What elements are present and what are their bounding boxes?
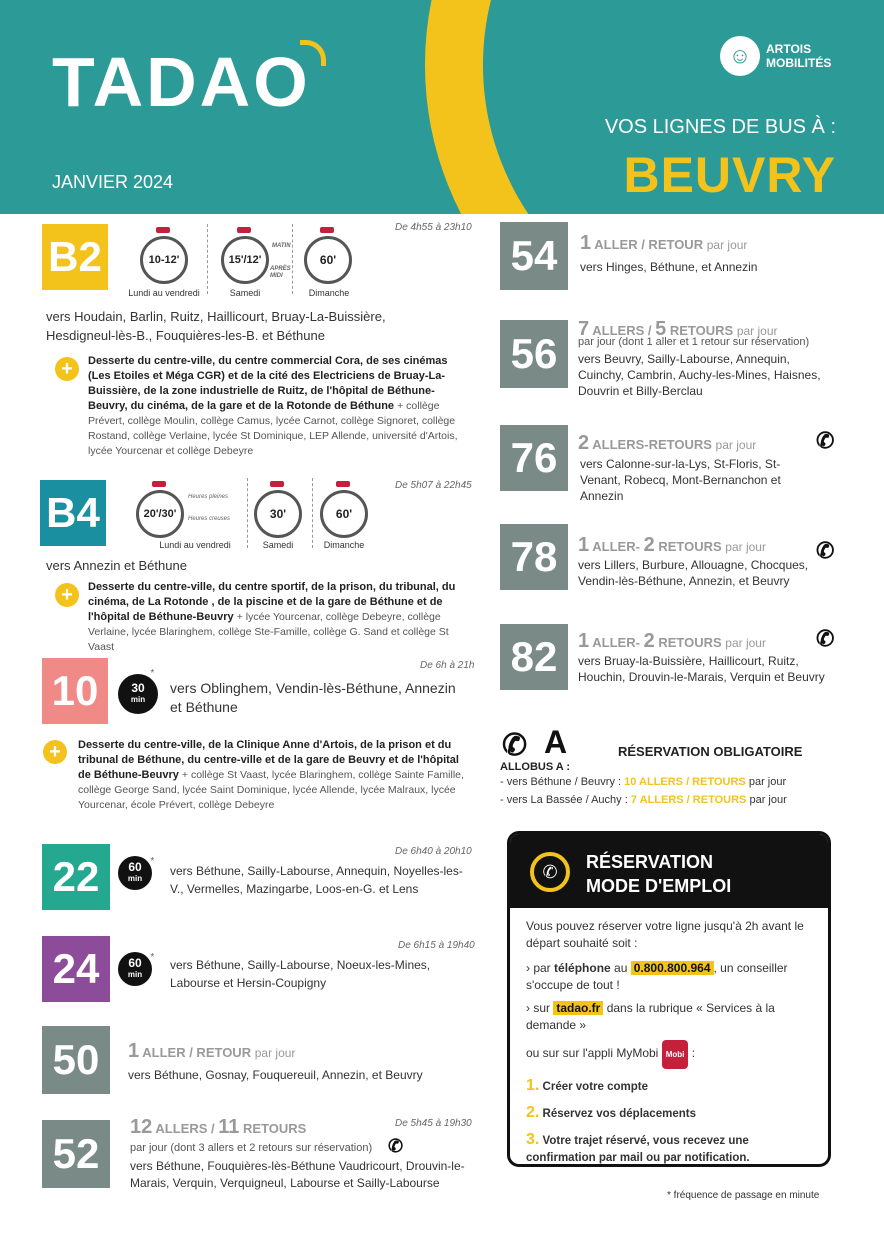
clock-label: Dimanche (308, 288, 350, 298)
trips-54: 1 ALLER / RETOUR par jour (580, 232, 748, 254)
clock-b4-weekday: 20'/30' (136, 490, 184, 538)
phone-icon: ✆ (502, 729, 528, 762)
clock-b2-saturday: 15'/12' (221, 236, 269, 284)
star: * (150, 668, 154, 679)
freq-10: 30 min (118, 674, 158, 714)
footnote: * fréquence de passage en minute (667, 1190, 820, 1201)
clock-label: Lundi au vendredi (159, 540, 231, 550)
route-22: vers Béthune, Sailly-Labourse, Annequin, Noyelles-les-V., Vermelles, Mazingarbe, Loos-en-G. et Lens (170, 864, 463, 896)
hours-24: De 6h15 à 19h40 (398, 940, 475, 951)
phone-icon: ✆ (816, 626, 835, 651)
trips-56: 7 ALLERS / 5 RETOURS par jour (578, 318, 778, 340)
separator (292, 224, 293, 294)
line-badge-24: 24 (42, 936, 110, 1002)
route-56: vers Beuvry, Sailly-Labourse, Annequin, Cuinchy, Cambrin, Auchy-les-Mines, Haisnes, Douvrin et Billy-Berclau (578, 352, 821, 398)
allobus-line1: - vers Béthune / Beuvry : 10 ALLERS / RETOURS par jour (500, 776, 787, 788)
logo-accent (300, 40, 326, 66)
line-badge-b2: B2 (42, 224, 108, 290)
phone-icon: ✆ (388, 1136, 404, 1156)
tagline: VOS LIGNES DE BUS À : (604, 116, 836, 138)
separator (247, 478, 248, 548)
line-badge-10: 10 (42, 658, 108, 724)
desc-b4: Desserte du centre-ville, du centre sportif, de la prison, du tribunal, du cinéma, de La Rotonde , de la piscine et de la gare de Béthune et de l'hôpital de Béthune-Beuvry + lycée Yourcenar, collège Debeyre, collège Verlaine, lycée Blaringhem, collège Ste-Famille, collège G. Sand et collège St Vaast (88, 581, 456, 653)
allobus-line2: - vers La Bassée / Auchy : 7 ALLERS / RETOURS par jour (500, 794, 787, 806)
person-icon: ☺ (720, 36, 760, 76)
clock-b2-sunday: 60' (304, 236, 352, 284)
desc-10: Desserte du centre-ville, de la Clinique Anne d'Artois, de la prison et du tribunal de Béthune, du centre-ville et de la gare de Beuvry et de l'hôpital de Béthune-Beuvry + collège St Vaast, lycée Blaringhem, collège Sainte Famille, collège George Sand, lycée Saint Dominique, lycée Allende, lycée Malraux, lycée Yourcenar, école Prévert, collège Debeyre (78, 739, 464, 811)
clock-b4-saturday: 30' (254, 490, 302, 538)
clock-label: Samedi (262, 540, 294, 550)
step-1: 1. Créer votre compte (526, 1077, 649, 1094)
phone-icon: ✆ (816, 428, 835, 453)
phone-number[interactable]: 0.800.800.964 (631, 961, 714, 975)
separator (312, 478, 313, 548)
route-b2: vers Houdain, Barlin, Ruitz, Haillicourt, Bruay-La-Buissière, Hesdigneul-lès-B., Fouquières-les-B. et Béthune (46, 309, 386, 343)
allobus-label: ALLOBUS A : (500, 761, 571, 773)
route-54: vers Hinges, Béthune, et Annezin (580, 260, 758, 274)
hours-b4: De 5h07 à 22h45 (395, 480, 472, 491)
plus-icon: + (55, 357, 79, 381)
note: Heures pleines (188, 494, 229, 500)
site-link[interactable]: tadao.fr (553, 1001, 603, 1015)
step-2: 2. Réservez vos déplacements (526, 1104, 696, 1121)
city-name: BEUVRY (623, 147, 836, 203)
route-76: vers Calonne-sur-la-Lys, St-Floris, St-Venant, Robecq, Mont-Bernanchon et Annezin (580, 457, 781, 503)
trips-50: 1 ALLER / RETOUR par jour (128, 1040, 296, 1062)
plus-icon: + (55, 583, 79, 607)
reservation-intro: Vous pouvez réserver votre ligne jusqu'à 2h avant le départ souhaité soit : (526, 919, 804, 950)
pj-52: par jour (dont 3 allers et 2 retours sur réservation) (130, 1142, 373, 1154)
hours-10: De 6h à 21h (420, 660, 475, 671)
phone-icon: ✆ (816, 538, 835, 563)
step-3: 3. Votre trajet réservé, vous recevez une confirmation par mail ou par notification. (526, 1131, 750, 1164)
trips-78: 1 ALLER- 2 RETOURS par jour (578, 534, 766, 556)
reservation-box: ✆ RÉSERVATION MODE D'EMPLOI Vous pouvez réserver votre ligne jusqu'à 2h avant le départ souhaité soit : › par téléphone au 0.800.800.964 , un conseiller s'occupe de tout ! › sur tadao.fr dans la rubrique « Services à la demande » ou sur sur l'appli MyMobi Mobi : 1. Créer votre compte 2. Réservez vos déplacements 3. Votre trajet réservé, vous recevez une confirmation par mail ou par notification. (507, 831, 831, 1167)
line-badge-54: 54 (500, 222, 568, 290)
line-badge-56: 56 (500, 320, 568, 388)
header (0, 0, 884, 214)
allobus-letter: A (544, 724, 568, 760)
pj-56: par jour (dont 1 aller et 1 retour sur réservation) (578, 336, 810, 348)
trips-76: 2 ALLERS-RETOURS par jour (578, 432, 757, 454)
freq-24: 60 min (118, 952, 152, 986)
route-24: vers Béthune, Sailly-Labourse, Noeux-les-Mines, Labourse et Hersin-Coupigny (170, 958, 431, 990)
line-badge-b4: B4 (40, 480, 106, 546)
hours-22: De 6h40 à 20h10 (395, 846, 472, 857)
tadao-logo: TADAO (52, 43, 311, 121)
reservation-title: RÉSERVATION MODE D'EMPLOI (586, 852, 732, 896)
star: * (150, 856, 154, 867)
line-badge-76: 76 (500, 425, 568, 491)
hours-b2: De 4h55 à 23h10 (395, 222, 472, 233)
allobus-title: RÉSERVATION OBLIGATOIRE (618, 744, 803, 759)
note: MATIN (272, 243, 291, 249)
route-78: vers Lillers, Burbure, Allouagne, Chocques, Vendin-lès-Béthune, Annezin, et Beuvry (578, 558, 809, 588)
line-badge-82: 82 (500, 624, 568, 690)
artois-mobilites-logo: ☺ ARTOIS MOBILITÉS (720, 36, 831, 76)
note: Heures creuses (188, 516, 231, 522)
line-badge-78: 78 (500, 524, 568, 590)
hours-52: De 5h45 à 19h30 (395, 1118, 472, 1129)
clock-label: Dimanche (323, 540, 365, 550)
clock-b4-sunday: 60' (320, 490, 368, 538)
clock-b2-weekday: 10-12' (140, 236, 188, 284)
clock-label: Lundi au vendredi (128, 288, 200, 298)
separator (207, 224, 208, 294)
plus-icon: + (43, 740, 67, 764)
date: JANVIER 2024 (52, 172, 174, 192)
line-badge-22: 22 (42, 844, 110, 910)
clock-label: Samedi (229, 288, 261, 298)
line-badge-52: 52 (42, 1120, 110, 1188)
trips-52: 12 ALLERS / 11 RETOURS (130, 1116, 307, 1138)
route-10: vers Oblinghem, Vendin-lès-Béthune, Annezin et Béthune (170, 680, 456, 715)
route-50: vers Béthune, Gosnay, Fouquereuil, Annezin, et Beuvry (128, 1068, 423, 1082)
mymobi-app-icon[interactable]: Mobi (662, 1040, 689, 1069)
desc-b2: Desserte du centre-ville, du centre commercial Cora, de ses cinémas (Les Etoiles et Méga CGR) et de la cité des Electriciens de Bruay-La-Buissière, de la zone industrielle de Ruitz, de l'hôpital de Béthune-Beuvry, du cinéma, de la gare et de la Rotonde de Béthune + collège Prévert, collège Moulin, collège Camus, lycée Carnot, collège Signoret, collège Rostand, collège Verlaine, lycée St Dominique, LEP Allende, université d'Artois, lycée Yourcenar et collège Debeyre (88, 355, 458, 457)
note: APRÈS MIDI (270, 266, 291, 279)
phone-icon: ✆ (530, 852, 570, 892)
star: * (150, 952, 154, 963)
trips-82: 1 ALLER- 2 RETOURS par jour (578, 630, 766, 652)
route-b4: vers Annezin et Béthune (46, 558, 187, 573)
line-badge-50: 50 (42, 1026, 110, 1094)
freq-22: 60 min (118, 856, 152, 890)
route-52: vers Béthune, Fouquières-lès-Béthune Vaudricourt, Drouvin-le-Marais, Verquin, Verquigneul, Labourse et Sailly-Labourse (130, 1159, 465, 1190)
route-82: vers Bruay-la-Buissière, Haillicourt, Ruitz, Houchin, Drouvin-le-Marais, Verquin et Beuvry (578, 654, 825, 684)
